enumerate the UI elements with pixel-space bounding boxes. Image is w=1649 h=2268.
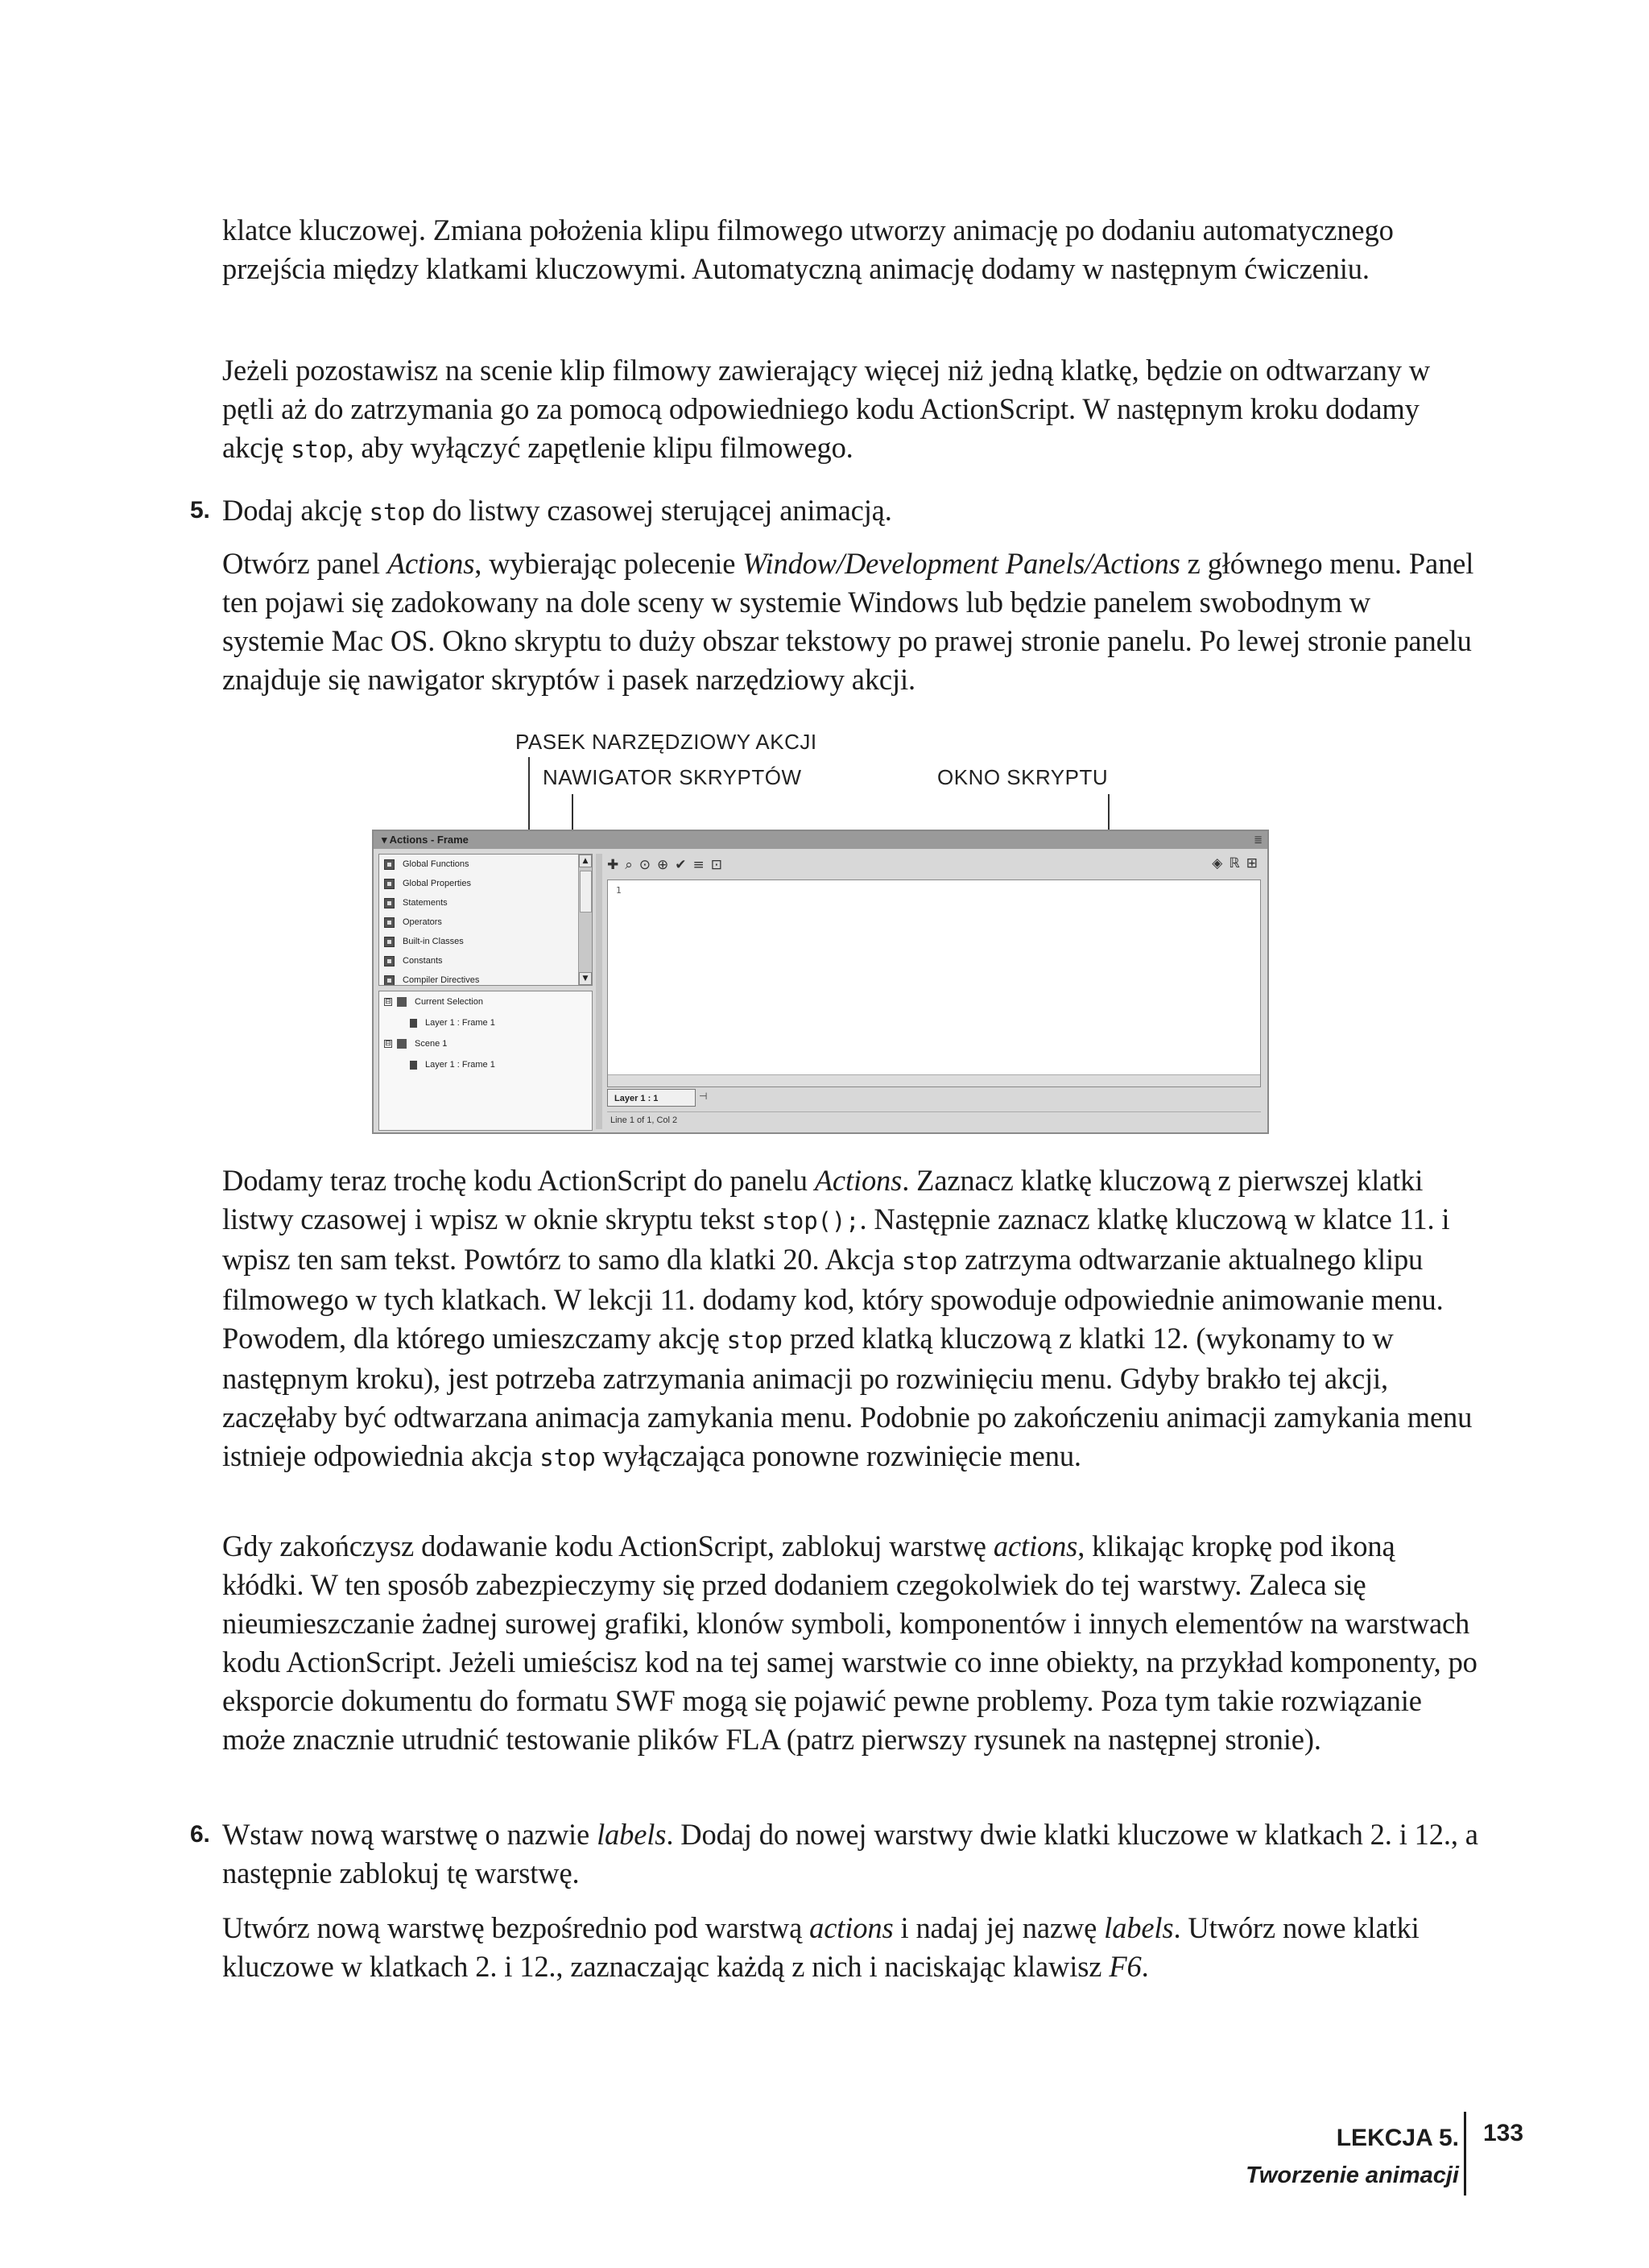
code-stop: stop [291,436,347,463]
add-icon[interactable]: ✚ [607,857,619,873]
nav-item[interactable] [379,913,592,932]
collapse-icon[interactable]: ⊟ [385,998,391,1006]
page-number: 133 [1483,2120,1524,2146]
nav-item[interactable] [379,893,592,913]
actions-panel-figure [367,720,1277,1139]
find-icon[interactable]: ⌕ [625,857,633,873]
book-icon [384,898,395,908]
scroll-thumb[interactable] [580,871,592,913]
code-stop: stop [901,1248,958,1275]
toolbox-scrollbar[interactable] [578,855,592,985]
frame-icon [410,1061,417,1070]
text-run: Wstaw nową warstwę o nazwie [222,1818,597,1851]
actions-toolbox [378,854,593,986]
code-hint-icon[interactable]: ⊡ [710,857,723,873]
paragraph-new-layer [222,1909,1478,1986]
nav-item[interactable] [379,855,592,874]
footer-divider [1464,2112,1466,2196]
tree-item-label: Current Selection [415,997,483,1007]
nav-item[interactable] [379,932,592,951]
pin-icon[interactable]: ⊣ [699,1091,708,1102]
replace-icon[interactable]: ⊙ [639,857,651,873]
label-toolbar: PASEK NARZĘDZIOWY AKCJI [515,730,817,754]
check-syntax-icon[interactable]: ✔ [675,857,687,873]
panel-splitter[interactable] [596,854,602,1129]
step-6 [190,1815,1478,1893]
panel-options-icon[interactable]: ≣ [1254,834,1263,846]
book-icon [384,879,395,889]
text-run: Jeżeli pozostawisz na scenie klip filmowy zawierający więcej niż jedną klatkę, będzie on odtwarzany w pętli aż do zatrzymania go za pomocą odpowiedniego kodu ActionScript. W następnym kroku dodamy akcję [222,354,1430,464]
book-icon [384,917,395,928]
italic-term: Actions [386,547,475,580]
code-stop: stop [539,1444,596,1471]
book-icon [384,937,395,947]
book-icon [384,956,395,966]
actions-panel [372,830,1269,1134]
selection-icon [397,997,407,1007]
text-run: , aby wyłączyć zapętlenie klipu filmowego. [346,431,853,464]
italic-term: Actions [814,1164,903,1197]
label-navigator: NAWIGATOR SKRYPTÓW [543,765,802,789]
tree-item-label: Layer 1 : Frame 1 [425,1018,495,1028]
auto-format-icon[interactable]: ≡ [692,857,705,873]
script-navigator [378,991,593,1131]
paragraph-intro-text: klatce kluczowej. Zmiana położenia klipu filmowego utworzy animację po dodaniu automatycznego przejścia między klatkami kluczowymi. Automatyczną animację dodamy w następnym ćwiczeniu. [222,213,1394,285]
actions-toolbar [607,854,1261,876]
code-stop: stop [726,1326,783,1354]
tree-item-label: Layer 1 : Frame 1 [425,1060,495,1070]
italic-term: F6 [1109,1950,1142,1983]
italic-term: Window/Development Panels/Actions [742,547,1180,580]
nav-item-label: Built-in Classes [403,937,464,946]
italic-term: actions [993,1529,1078,1562]
nav-item[interactable] [379,874,592,893]
nav-item-label: Global Properties [403,879,471,888]
nav-item-label: Global Functions [403,859,469,869]
nav-item[interactable] [379,951,592,971]
lesson-subtitle: Tworzenie animacji [1246,2162,1459,2188]
step-6-text [222,1815,1478,1893]
script-tab[interactable]: Layer 1 : 1 [607,1089,696,1107]
panel-titlebar[interactable] [374,831,1267,849]
text-run: Otwórz panel [222,547,387,580]
italic-term: actions [809,1911,894,1944]
scroll-down-icon[interactable]: ▼ [579,972,592,985]
lesson-label: LEKCJA 5. [1336,2125,1459,2151]
paragraph-add-code [222,1161,1478,1477]
text-run: . Następnie zaznacz klatkę kluczową w klatce 11. i wpisz ten sam tekst. Powtórz to samo dla klatki 20. Akcja [222,1202,1450,1276]
nav-item-label: Compiler Directives [403,975,480,985]
status-bar: Line 1 of 1, Col 2 [607,1111,1261,1128]
text-run: Dodamy teraz trochę kodu ActionScript do panelu [222,1164,815,1197]
text-run: , klikając kropkę pod ikoną kłódki. W ten sposób zabezpieczymy się przed dodaniem czegokolwiek do tej warstwy. Zaleca się nieumieszczanie żadnej surowej grafiki, klonów symboli, komponentów i innych elementów na warstwach kodu ActionScript. Jeżeli umieścisz kod na tej samej warstwie co inne obiekty, na przykład komponenty, po eksporcie dokumentu do formatu SWF mogą się pojawić pewne problemy. Poza tym takie rozwiązanie może znacznie utrudnić testowanie plików FLA (patrz pierwszy rysunek na następnej stronie). [222,1529,1477,1756]
text-run: z głównego menu. Panel ten pojawi się zadokowany na dole sceny w systemie Windows lub będzie panelem swobodnym w systemie Mac OS. Okno skryptu to duży obszar tekstowy po prawej stronie panelu. Po lewej stronie panelu znajduje się nawigator skryptów i pasek narzędziowy akcji. [222,547,1474,696]
text-run: , wybierając polecenie [474,547,743,580]
text-run: . Zaznacz klatkę kluczową z pierwszej klatki listwy czasowej i wpisz w oknie skryptu tekst [222,1164,1424,1235]
text-run: . [1141,1950,1149,1983]
text-run: . Dodaj do nowej warstwy dwie klatki kluczowe w klatkach 2. i 12., a następnie zablokuj tę warstwę. [222,1818,1478,1889]
toolbar-right-group [1212,855,1258,871]
text-run: Gdy zakończysz dodawanie kodu ActionScript, zablokuj warstwę [222,1529,994,1562]
text-run: do listwy czasowej sterującej animacją. [424,494,892,527]
paragraph-intro [222,211,1478,288]
scroll-up-icon[interactable]: ▲ [579,855,592,867]
line-number: 1 [616,885,622,896]
script-pane[interactable] [607,879,1261,1087]
text-run: zatrzyma odtwarzanie aktualnego klipu filmowego w tych klatkach. W lekcji 11. dodamy kod, który spowoduje odpowiednie animowanie menu. Powodem, dla którego umieszczamy akcję [222,1243,1444,1355]
tree-item-frame[interactable] [379,1012,592,1033]
target-path-icon[interactable]: ⊕ [657,857,669,873]
frame-icon [410,1019,417,1028]
paragraph-loop-note [222,351,1478,469]
code-stop-call: stop(); [762,1207,860,1235]
book-icon [384,859,395,870]
script-hscrollbar[interactable] [608,1074,1260,1086]
nav-item-label: Statements [403,898,448,908]
tree-item-current-selection[interactable] [379,991,592,1012]
text-run: . Utwórz nowe klatki kluczowe w klatkach 2. i 12., zaznaczając każdą z nich i naciskając klawisz [222,1911,1420,1983]
tree-item-scene[interactable] [379,1033,592,1054]
text-run: Dodaj akcję [222,494,370,527]
text-run: przed klatką kluczową z klatki 12. (wykonamy to w następnym kroku), jest potrzeba zatrzymania animacji po rozwinięciu menu. Gdyby brakło tej akcji, zaczęłaby być odtwarzana animacja zamykania menu. Podobnie po zakończeniu animacji zamykania menu istnieje odpowiednia akcja [222,1322,1473,1472]
paragraph-open-actions [222,544,1478,699]
reference-icon[interactable]: ◈ [1212,855,1223,871]
footer-lesson [1246,2120,1459,2194]
nav-item-label: Operators [403,917,442,927]
view-options-icon[interactable]: ⊞ [1246,855,1258,871]
book-icon [384,975,395,986]
step-6-number: 6. [190,1821,210,1848]
text-run: wyłączająca ponowne rozwinięcie menu. [595,1439,1081,1472]
tree-item-label: Scene 1 [415,1039,448,1049]
step-5 [190,491,1478,532]
nav-item-label: Constants [403,956,443,966]
code-stop: stop [369,499,425,526]
italic-term: labels [597,1818,667,1851]
step-5-number: 5. [190,497,210,524]
label-script-window: OKNO SKRYPTU [937,765,1109,789]
scene-icon [397,1039,407,1049]
collapse-icon[interactable]: ⊟ [385,1040,391,1048]
debug-options-icon[interactable]: ℝ [1229,855,1240,871]
nav-item[interactable] [379,971,592,986]
step-5-text [222,491,1478,532]
italic-term: labels [1104,1911,1174,1944]
paragraph-lock-layer [222,1527,1478,1759]
text-run: Utwórz nową warstwę bezpośrednio pod warstwą [222,1911,810,1944]
tree-item-frame[interactable] [379,1054,592,1075]
text-run: i nadaj jej nazwę [893,1911,1105,1944]
panel-title: ▾ Actions - Frame [382,834,469,846]
